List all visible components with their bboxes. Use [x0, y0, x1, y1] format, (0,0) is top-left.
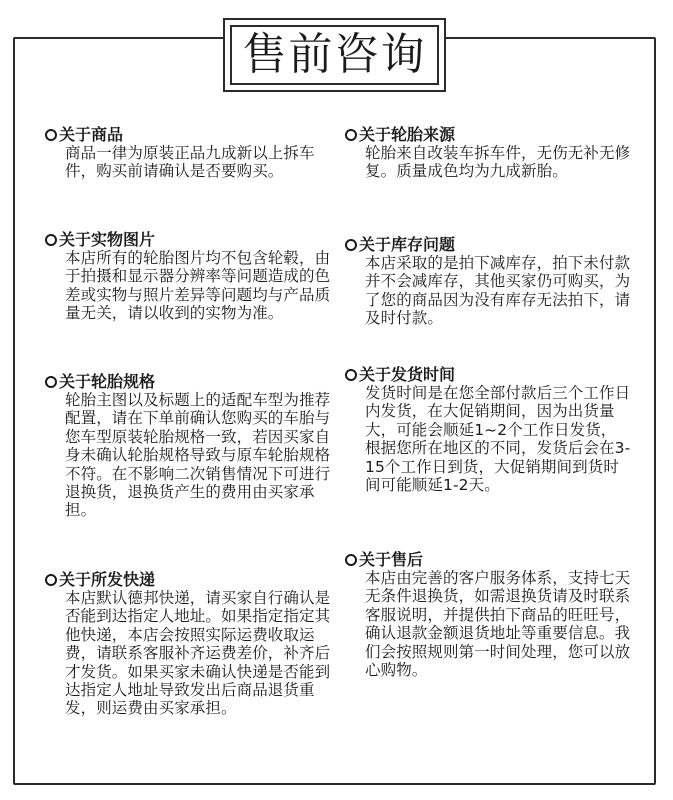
section-body: 商品一律为原装正品九成新以上拆车件，购买前请确认是否要购买。 [65, 144, 315, 181]
section-specs [45, 373, 337, 520]
section-heading-label: 关于所发快递 [59, 570, 156, 589]
section-heading-label: 关于轮胎来源 [359, 125, 456, 144]
section-body: 轮胎来自改装车拆车件，无伤无补无修复。质量成色均为九成新胎。 [365, 144, 631, 181]
section-body: 轮胎主图以及标题上的适配车型为推荐配置，请在下单前确认您购买的车胎与您车型原装轮胎规格一致，若因买家自身未确认轮胎规格导致与原车轮胎规格不符。在不影响二次销售情况下可进行退换货，退换货产生的费用由买家承担。 [65, 391, 331, 520]
section-heading [345, 126, 631, 144]
circle-bullet-icon [45, 574, 57, 586]
section-heading-label: 关于库存问题 [359, 235, 456, 254]
section-heading-label: 关于轮胎规格 [59, 372, 156, 391]
section-heading-label: 关于售后 [359, 550, 424, 569]
section-courier [45, 571, 337, 718]
section-shipping-time [345, 366, 631, 494]
section-body: 本店由完善的客户服务体系，支持七天无条件退换货，如需退换货请及时联系客服说明，并提供拍下商品的旺旺号，确认退款金额退货地址等重要信息。我们会按照规则第一时间处理，您可以放心购物。 [365, 569, 631, 680]
section-heading [345, 366, 631, 384]
title-box [223, 18, 446, 92]
section-source [345, 126, 631, 181]
circle-bullet-icon [345, 369, 357, 381]
section-heading [45, 126, 337, 144]
page-title: 售前咨询 [242, 29, 427, 80]
circle-bullet-icon [345, 239, 357, 251]
section-after-sales [345, 551, 631, 679]
section-heading [45, 231, 337, 249]
section-body: 本店所有的轮胎图片均不包含轮毂，由于拍摄和显示器分辨率等问题造成的色差或实物与照片差异等问题均与产品质量无关，请以收到的实物为准。 [65, 249, 331, 323]
section-body: 本店采取的是拍下减库存，拍下未付款并不会减库存，其他买家仍可购买，为了您的商品因为没有库存无法拍下，请及时付款。 [365, 254, 631, 328]
circle-bullet-icon [45, 234, 57, 246]
section-heading-label: 关于发货时间 [359, 365, 456, 384]
circle-bullet-icon [45, 129, 57, 141]
section-heading [45, 373, 337, 391]
section-heading-label: 关于商品 [59, 125, 124, 144]
section-body: 本店默认德邦快递，请买家自行确认是否能到达指定人地址。如果指定指定其他快递，本店会按照实际运费收取运费，请联系客服补齐运费差价，补齐后才发货。如果买家未确认快递是否能到达指定人地址导致发出后商品退货重发，则运费由买家承担。 [65, 589, 331, 718]
section-body: 发货时间是在您全部付款后三个工作日内发货，在大促销期间，因为出货量大，可能会顺延1~2个工作日发货，根据您所在地区的不同，发货后会在3-15个工作日到货，大促销期间到货时间可能顺延1-2天。 [365, 384, 631, 495]
circle-bullet-icon [345, 129, 357, 141]
section-heading [45, 571, 337, 589]
section-photos [45, 231, 337, 323]
circle-bullet-icon [345, 554, 357, 566]
section-heading-label: 关于实物图片 [59, 230, 156, 249]
circle-bullet-icon [45, 376, 57, 388]
section-stock [345, 236, 631, 328]
section-heading [345, 236, 631, 254]
section-heading [345, 551, 631, 569]
section-products [45, 126, 337, 181]
